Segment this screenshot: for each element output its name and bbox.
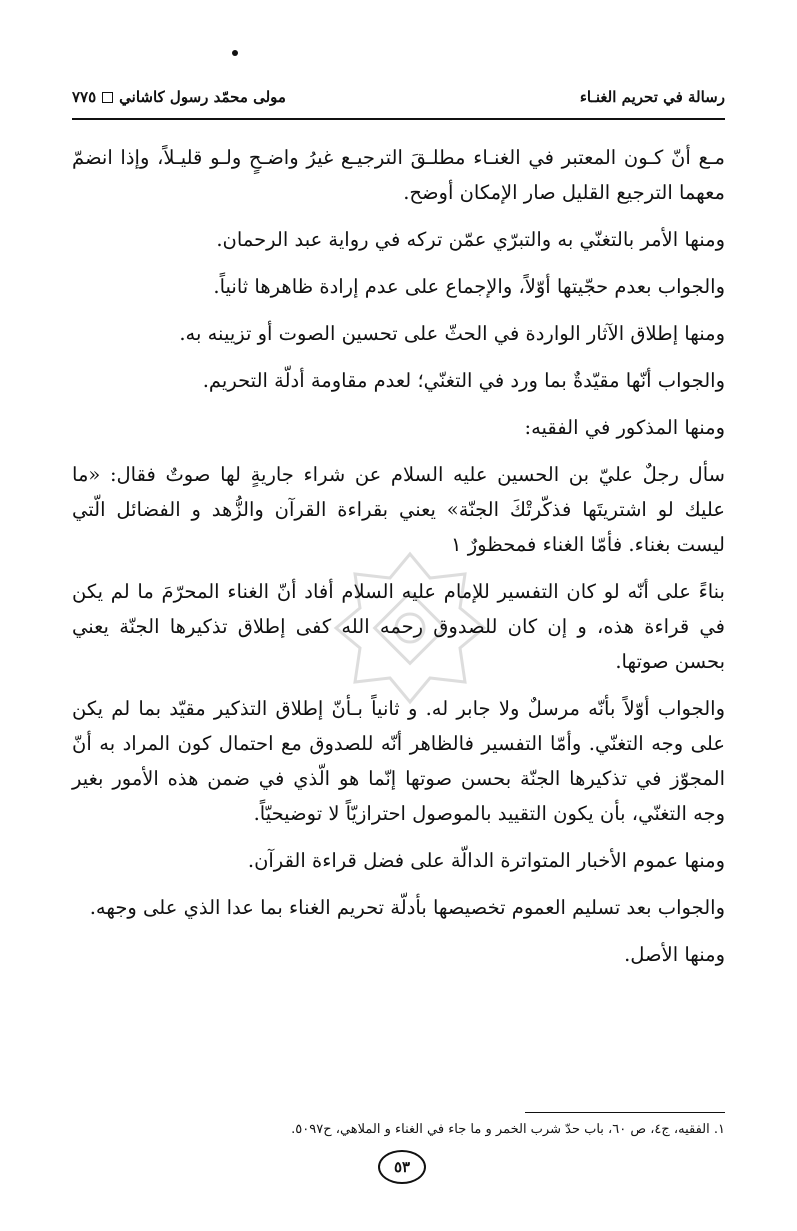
paragraph: بناءً على أنّه لو كان التفسير للإمام عليه السلام أفاد أنّ الغناء المحرّمَ ما لم يكن في قراءة هذه، و إن كان للصدوق رحمه الله كفى إطلاق تذكيرها الجنّة يعني بحسن صوتها. bbox=[72, 580, 725, 673]
paragraph: ومنها المذكور في الفقيه: bbox=[524, 416, 725, 439]
paragraph: مـع أنّ كـون المعتبر في الغنـاء مطلـقَ الترجيـع غيرُ واضـحٍ ولـو قليـلاً، وإذا انضمّ معهما الترجيع القليل صار الإمكان أوضح. bbox=[72, 146, 725, 204]
running-header bbox=[72, 88, 725, 114]
paragraph: ومنها عموم الأخبار المتواترة الدالّة على فضل قراءة القرآن. bbox=[247, 849, 725, 872]
quoted-hadith: سأل رجلٌ عليّ بن الحسين عليه السلام عن شراء جاريةٍ لها صوتٌ فقال: «ما عليك لو اشتريتَها فذكّرتْكَ الجنّة» يعني بقراءة القرآن والزُّهد و الفضائل الّتي ليست بغناء. فأمّا الغناء فمحظورٌ ١ bbox=[72, 463, 725, 556]
paragraph: والجواب أنّها مقيّدةٌ بما ورد في التغنّي؛ لعدم مقاومة أدلّة التحريم. bbox=[202, 369, 725, 392]
paragraph: ومنها الأمر بالتغنّي به والتبرّي عمّن تركه في رواية عبد الرحمان. bbox=[216, 228, 725, 251]
square-separator-icon bbox=[102, 92, 113, 103]
paragraph: والجواب أوّلاً بأنّه مرسلٌ ولا جابر له. و ثانياً بـأنّ إطلاق التذكير مقيّد بما لم يكن على وجه التغنّي. وأمّا التفسير فالظاهر أنّه للصدوق مع احتمال كون المراد به أنّ المجوّز في تذكيرها الجنّة بحسن صوتها إنّما هو الّذي في ضمن هذه الأمور بغير وجه التغنّي، بأن يكون التقييد بالموصول احترازيّاً لا توضيحيّاً. bbox=[72, 697, 725, 825]
top-dot-mark bbox=[232, 50, 238, 56]
paragraph: والجواب بعدم حجّيتها أوّلاً، والإجماع على عدم إرادة ظاهرها ثانياً. bbox=[213, 275, 725, 298]
main-text bbox=[72, 140, 725, 984]
paragraph: ومنها إطلاق الآثار الواردة في الحثّ على تحسين الصوت أو تزيينه به. bbox=[179, 322, 725, 345]
header-author-block bbox=[72, 88, 286, 106]
footnote: ١. الفقيه، ج٤، ص ٦٠، باب حدّ شرب الخمر و ما جاء في الغناء و الملاهي، ح٥٠٩٧. bbox=[291, 1122, 725, 1137]
page-number: ٥٣ bbox=[378, 1150, 426, 1184]
book-title: رسالة في تحريم الغنـاء bbox=[579, 88, 725, 106]
header-rule bbox=[72, 118, 725, 120]
paragraph: والجواب بعد تسليم العموم تخصيصها بأدلّة تحريم الغناء بما عدا الذي على وجهه. bbox=[89, 896, 725, 919]
paragraph: ومنها الأصل. bbox=[624, 943, 725, 966]
header-page-code: ٧٧٥ bbox=[72, 88, 97, 106]
author-name: مولى محمّد رسول كاشاني bbox=[119, 88, 286, 106]
footnote-rule bbox=[525, 1112, 725, 1113]
